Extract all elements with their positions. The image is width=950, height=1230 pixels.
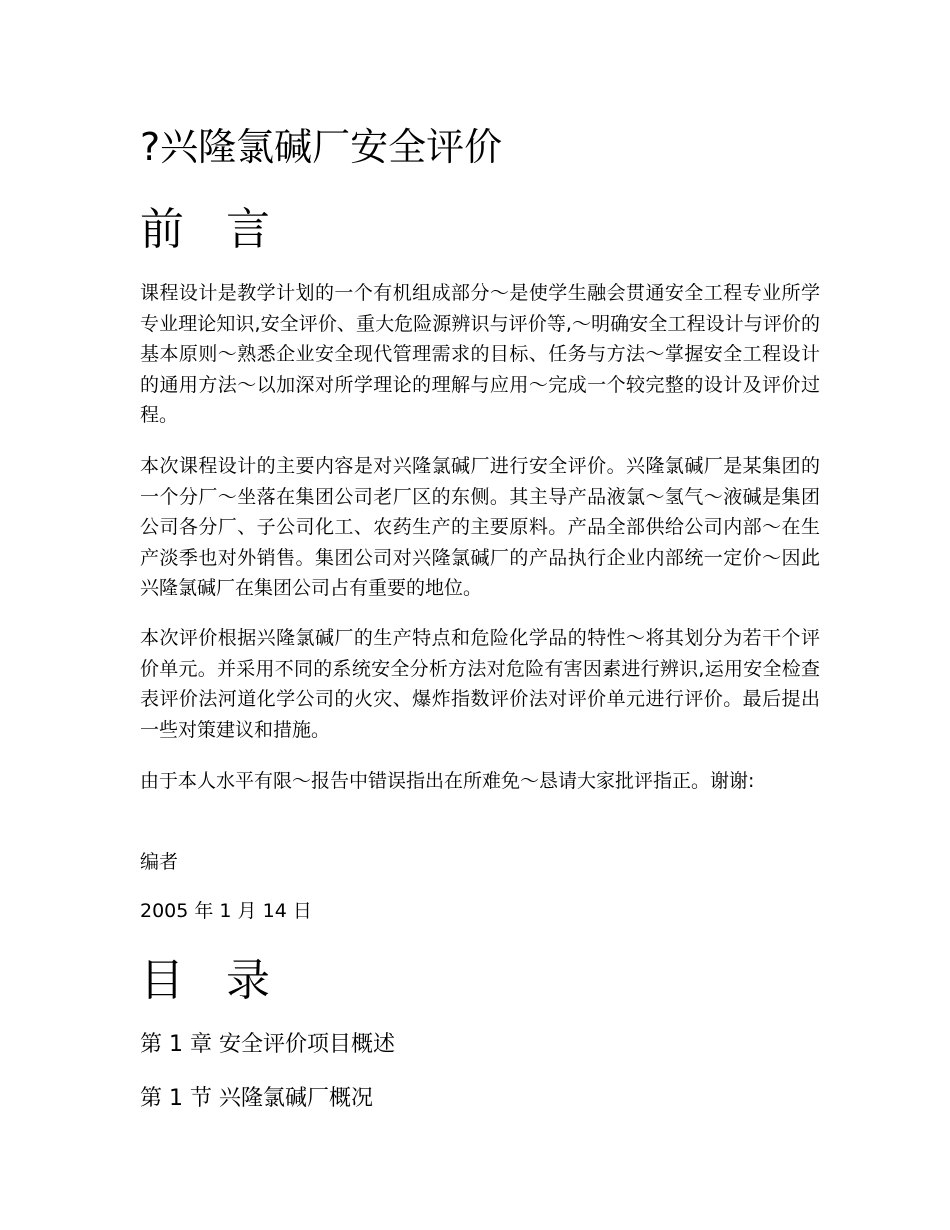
preface-heading: 前 言 [140, 204, 284, 255]
preface-paragraph-1: 课程设计是教学计划的一个有机组成部分～是使学生融会贯通安全工程专业所学专业理论知识,安全评价、重大危险源辨识与评价等,～明确安全工程设计与评价的基本原则～熟悉企业安全现代管理需求的目标、任务与方法～掌握安全工程设计的通用方法～以加深对所学理论的理解与应用～完成一个较完整的设计及评价过程。 [140, 282, 820, 426]
document-title: ?兴隆氯碱厂安全评价 [140, 125, 503, 169]
preface-paragraph-3: 本次评价根据兴隆氯碱厂的生产特点和危险化学品的特性～将其划分为若干个评价单元。并采用不同的系统安全分析方法对危险有害因素进行辨识,运用安全检查表评价法河道化学公司的火灾、爆炸指数评价法对评价单元进行评价。最后提出一些对策建议和措施。 [140, 627, 820, 741]
preface-paragraph-2: 本次课程设计的主要内容是对兴隆氯碱厂进行安全评价。兴隆氯碱厂是某集团的一个分厂～坐落在集团公司老厂区的东侧。其主导产品液氯～氢气～液碱是集团 公司各分厂、子公司化工、农药生产的主要原料。产品全部供给公司内部～在生产淡季也对外销售。集团公司对兴隆氯碱厂的产品执行企业内部统一定价～因此兴隆氯碱厂在集团公司占有重要的地位。 [140, 455, 820, 599]
toc-heading: 目 录 [140, 955, 284, 1006]
date-line: 2005 年 1 月 14 日 [140, 900, 312, 922]
author-line: 编者 [140, 851, 179, 873]
toc-item-section-1: 第 1 节 兴隆氯碱厂概况 [140, 1086, 373, 1111]
toc-item-chapter-1: 第 1 章 安全评价项目概述 [140, 1032, 395, 1057]
preface-paragraph-4: 由于本人水平有限～报告中错误指出在所难免～恳请大家批评指正。谢谢: [140, 770, 755, 792]
